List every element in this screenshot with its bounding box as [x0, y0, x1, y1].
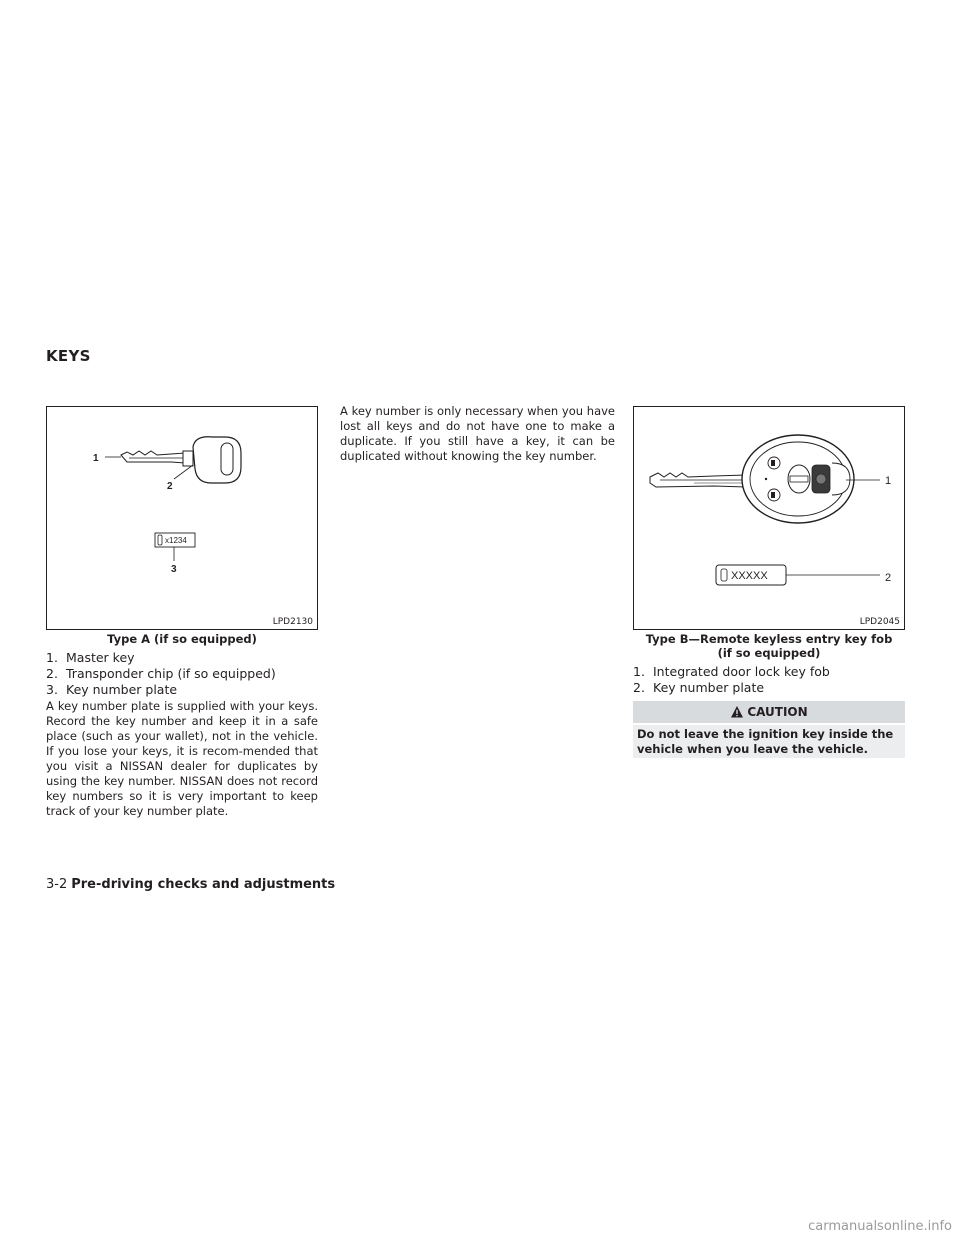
master-key-illustration	[47, 407, 317, 629]
figure-code: LPD2045	[859, 617, 900, 627]
page-footer	[46, 877, 335, 892]
figure-caption: Type B—Remote keyless entry key fob (if so equipped)	[645, 632, 893, 660]
watermark: carmanualsonline.info	[808, 1219, 952, 1234]
callout-2: 2	[885, 572, 892, 584]
paragraph-key-number: A key number is only necessary when you have lost all keys and do not have one to make a duplicate. If you still have a key, it can be duplicated without knowing the key number.	[340, 404, 615, 463]
parts-list-a	[46, 650, 318, 698]
caution-heading: CAUTION	[633, 701, 905, 723]
page-number: 3-2	[46, 877, 68, 892]
parts-list-b	[633, 664, 905, 696]
list-item: 1. Master key	[46, 650, 135, 665]
callout-2: 2	[167, 481, 173, 492]
list-item: 1. Integrated door lock key fob	[633, 664, 830, 679]
plate-number-text: XXXXX	[731, 570, 768, 582]
list-item: 2. Transponder chip (if so equipped)	[46, 666, 276, 681]
chapter-title: Pre-driving checks and adjustments	[71, 877, 336, 892]
key-fob-illustration	[634, 407, 904, 629]
list-item: 3. Key number plate	[46, 682, 178, 697]
caution-text: Do not leave the ignition key inside the vehicle when you leave the vehicle.	[633, 725, 905, 758]
figure-type-b	[633, 406, 905, 630]
paragraph-key-number-plate: A key number plate is supplied with your keys. Record the key number and keep it in a safe place (such as your wallet), not in the vehicle. If you lose your keys, it is recom-mended that you visit a NISSAN dealer for duplicates by using the key number. NISSAN does not record key numbers so it is very important to keep track of your key number plate.	[46, 699, 318, 818]
figure-caption: Type A (if so equipped)	[107, 632, 257, 646]
plate-number-text: x1234	[165, 536, 187, 545]
figure-type-a	[46, 406, 318, 630]
callout-1: 1	[885, 475, 892, 487]
list-item: 2. Key number plate	[633, 680, 765, 695]
warning-icon	[730, 705, 744, 719]
callout-1: 1	[93, 453, 99, 464]
callout-3: 3	[171, 564, 177, 575]
section-title: KEYS	[46, 347, 91, 365]
figure-code: LPD2130	[272, 617, 313, 627]
